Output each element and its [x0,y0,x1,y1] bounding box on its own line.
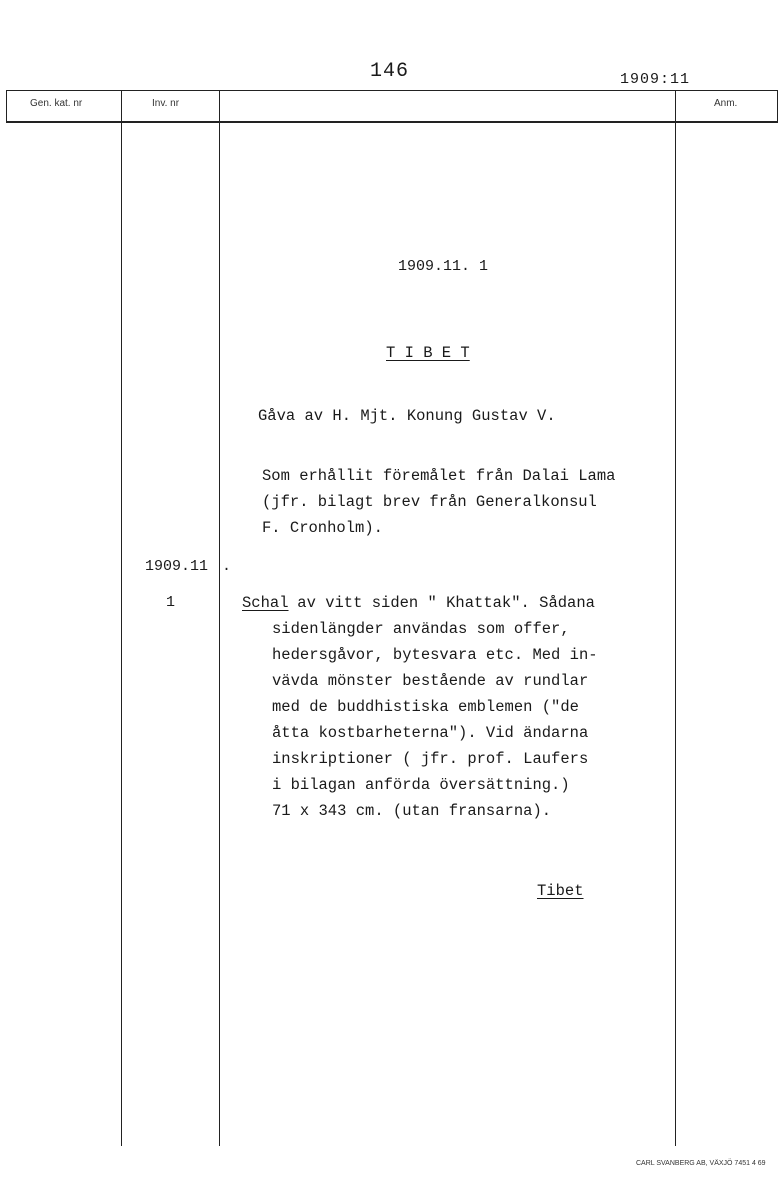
column-divider-desc-anm [675,90,676,1146]
inventory-year: 1909.11 [145,558,209,575]
donor-line: Gåva av H. Mjt. Konung Gustav V. [258,407,556,425]
description-line: med de buddhistiska emblemen ("de [272,698,579,716]
description-line: av vitt siden " Khattak". Sådana [288,594,595,612]
provenance-text [262,467,615,545]
left-border [6,90,7,122]
inventory-item-number: 1 [166,594,176,611]
description-line: 71 x 343 cm. (utan fransarna). [272,802,552,820]
inventory-suffix: . [222,558,232,575]
provenance-line: (jfr. bilagt brev från Generalkonsul [262,493,597,511]
column-header-inv: Inv. nr [152,98,180,109]
page-number: 146 [370,60,410,83]
description-line: sidenlängder användas som offer, [272,620,570,638]
printer-imprint: CARL SVANBERG AB, VÄXJÖ 7451 4 69 [636,1160,766,1167]
region-tag: Tibet [537,882,584,900]
right-border [777,90,778,122]
header-accession-number: 1909:11 [620,71,691,88]
region-heading: T I B E T [386,344,470,362]
description-line: vävda mönster bestående av rundlar [272,672,589,690]
description-line: inskriptioner ( jfr. prof. Laufers [272,750,589,768]
description-line: åtta kostbarheterna"). Vid ändarna [272,724,589,742]
provenance-line: F. Cronholm). [262,519,383,537]
column-header-gen-kat: Gen. kat. nr [30,98,83,109]
column-header-anm: Anm. [714,98,738,109]
item-term: Schal [242,594,289,612]
description-line: i bilagan anförda översättning.) [272,776,570,794]
description-text [272,620,598,828]
column-divider-gen-inv [121,90,122,1146]
provenance-line: Som erhållit föremålet från Dalai Lama [262,467,616,485]
entry-accession-heading: 1909.11. 1 [398,258,489,275]
column-divider-inv-desc [219,90,220,1146]
description-line: hedersgåvor, bytesvara etc. Med in- [272,646,598,664]
